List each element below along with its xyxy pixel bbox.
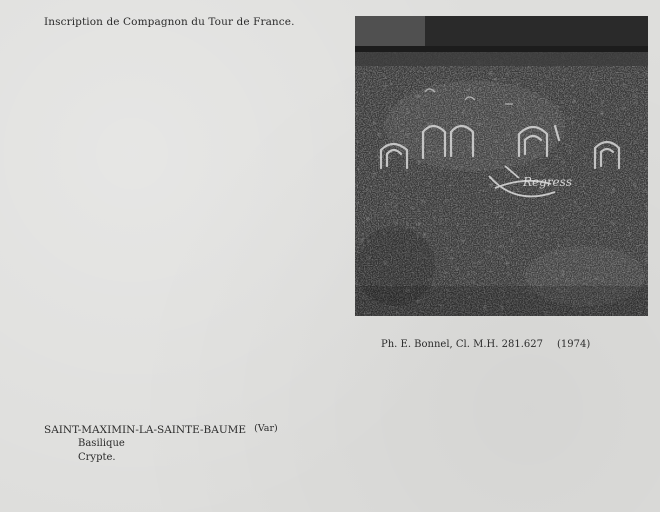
inscription-photo [355,16,648,316]
location-heading [44,424,278,436]
inscription-photo-image [355,16,648,316]
credit-year: (1974) [556,339,591,350]
location-department: (Var) [254,423,278,434]
location-building: Basilique [78,438,125,449]
inscription-text: Regress [523,175,572,189]
photo-credit [381,339,590,350]
location-part: Crypte. [78,452,116,463]
location-town: SAINT-MAXIMIN-LA-SAINTE-BAUME [44,424,247,436]
credit-text: Ph. E. Bonnel, Cl. M.H. 281.627 [381,339,543,350]
photo-caption: Inscription de Compagnon du Tour de France. [44,16,295,28]
